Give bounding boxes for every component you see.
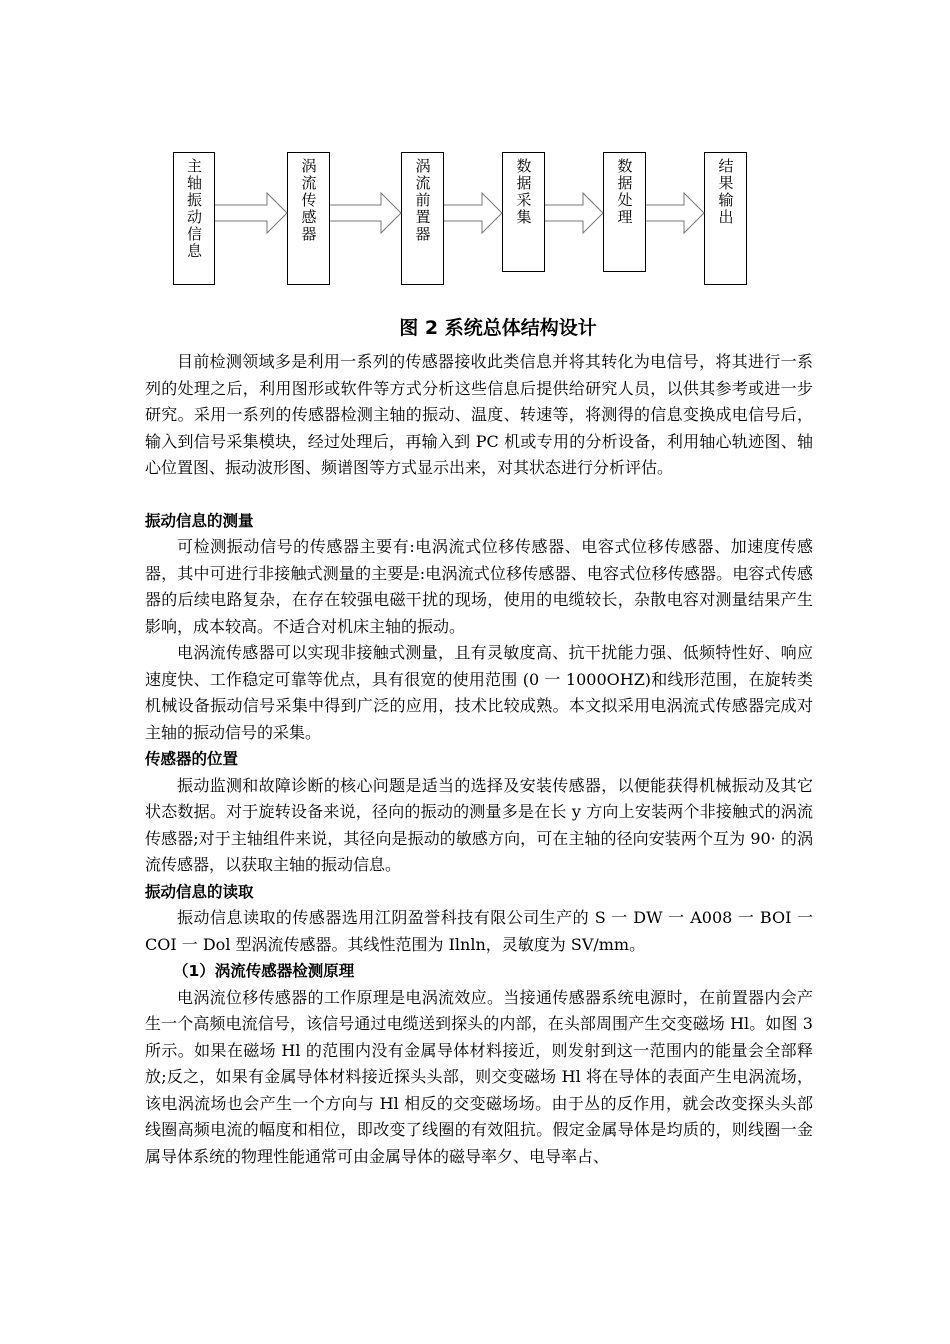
paragraph: 电涡流传感器可以实现非接触式测量，且有灵敏度高、抗干扰能力强、低频特性好、响应速度快、工作稳定可靠等优点，具有很宽的使用范围 (0 一 1000OHZ)和线形范围，在旋转类机械设备振动信号采集中得到广泛的应用，技术比较成熟。本文拟采用电涡流式传感器完成对主轴的振动信号的采集。 xyxy=(145,643,813,742)
flow-box-label: 涡流前置器 xyxy=(413,158,432,243)
figure-caption: 图 2 系统总体结构设计 xyxy=(399,317,597,339)
flow-box-data-processing xyxy=(603,152,646,272)
arrow-3 xyxy=(444,191,503,235)
flow-box-eddy-sensor xyxy=(287,152,330,285)
paragraph: 可检测振动信号的传感器主要有:电涡流式位移传感器、电容式位移传感器、加速度传感器，其中可进行非接触式测量的主要是:电涡流式位移传感器、电容式位移传感器。电容式传感器的后续电路复杂，在存在较强电磁干扰的现场，使用的电缆较长，杂散电容对测量结果产生影响，成本较高。不适合对机床主轴的振动。 xyxy=(145,537,813,636)
paragraph-intro: 目前检测领域多是利用一系列的传感器接收此类信息并将其转化为电信号，将其进行一系列的处理之后，利用图形或软件等方式分析这些信息后提供给研究人员，以供其参考或进一步研究。采用一系列的传感器检测主轴的振动、温度、转速等，将测得的信息变换成电信号后，输入到信号采集模块，经过处理后，再输入到 PC 机或专用的分析设备，利用轴心轨迹图、轴心位置图、振动波形图、频谱图等方式显示出来，对其状态进行分析评估。 xyxy=(145,352,813,477)
section-heading-vibration-measurement: 振动信息的测量 xyxy=(145,511,254,530)
subsection-heading-detection-principle: （1）涡流传感器检测原理 xyxy=(173,962,355,980)
flow-box-data-acquisition xyxy=(502,152,545,272)
flow-box-result-output xyxy=(704,152,747,285)
paragraph: 振动监测和故障诊断的核心问题是适当的选择及安装传感器，以便能获得机械振动及其它状态数据。对于旋转设备来说，径向的振动的测量多是在长 y 方向上安装两个非接触式的涡流传感器;对于主轴组件来说，其径向是振动的敏感方向，可在主轴的径向安装两个互为 90· 的涡流传感器，以获取主轴的振动信息。 xyxy=(145,775,813,874)
flow-box-label: 结果输出 xyxy=(716,158,735,226)
paragraph: 电涡流位移传感器的工作原理是电涡流效应。当接通传感器系统电源时，在前置器内会产生一个高频电流信号，该信号通过电缆送到探头的内部，在头部周围产生交变磁场 Hl。如图 3 所示。如果在磁场 Hl 的范围内没有金属导体材料接近，则发射到这一范围内的能量会全部释放;反之，如果有金属导体材料接近探头头部，则交变磁场 Hl 将在导体的表面产生电涡流场，该电涡流场也会产生一个方向与 Hl 相反的交变磁场场。由于丛的反作用，就会改变探头头部线圈高频电流的幅度和相位，即改变了线圈的有效阻抗。假定金属导体是均质的，则线圈一金属导体系统的物理性能通常可由金属导体的磁导率夕、电导率占、 xyxy=(145,987,813,1166)
arrow-2 xyxy=(330,191,402,235)
paragraph: 振动信息读取的传感器选用江阴盈誉科技有限公司生产的 S 一 DW 一 A008 一 BOI 一 COI 一 Dol 型涡流传感器。其线性范围为 Ilnln，灵敏度为 SV/mm。 xyxy=(145,908,813,954)
section-heading-vibration-reading: 振动信息的读取 xyxy=(145,882,254,901)
flow-box-label: 涡流传感器 xyxy=(299,158,318,243)
flow-box-label: 主轴振动信息 xyxy=(185,158,203,260)
arrow-4 xyxy=(545,191,604,235)
flow-box-spindle-vibration xyxy=(173,152,215,285)
section-heading-sensor-position: 传感器的位置 xyxy=(145,750,239,768)
arrow-5 xyxy=(646,191,705,235)
arrow-1 xyxy=(215,191,288,235)
flow-box-label: 数据处理 xyxy=(615,158,634,226)
flow-box-preamplifier xyxy=(401,152,444,285)
flow-box-label: 数据采集 xyxy=(514,158,533,226)
document-body xyxy=(145,349,813,1170)
